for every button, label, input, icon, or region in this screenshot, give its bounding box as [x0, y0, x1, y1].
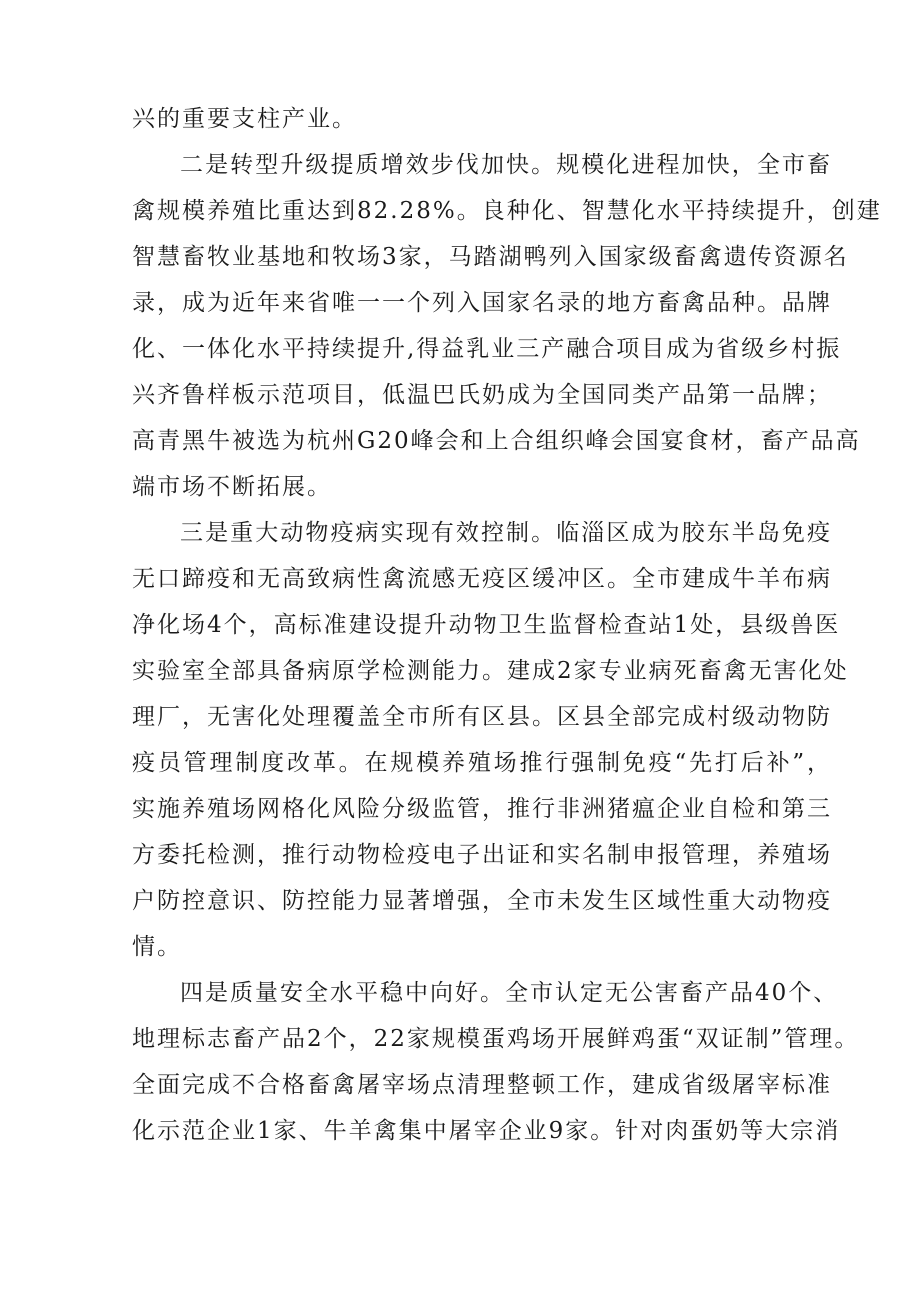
text-line: 二是转型升级提质增效步伐加快。规模化进程加快，全市畜 — [180, 152, 832, 178]
text-line: 情。 — [132, 934, 182, 960]
text-line: 户防控意识、防控能力显著增强，全市未发生区域性重大动物疫 — [132, 888, 832, 914]
text-line: 端市场不断拓展。 — [132, 474, 332, 500]
text-line: 兴的重要支柱产业。 — [132, 106, 357, 132]
paragraph-4 — [132, 970, 860, 1154]
text-line: 高青黑牛被选为杭州G20峰会和上合组织峰会国宴食材，畜产品高 — [132, 428, 861, 454]
text-line: 三是重大动物疫病实现有效控制。临淄区成为胶东半岛免疫 — [180, 520, 832, 546]
text-line: 方委托检测，推行动物检疫电子出证和实名制申报管理，养殖场 — [132, 842, 832, 868]
text-line: 化示范企业1家、牛羊禽集中屠宰企业9家。针对肉蛋奶等大宗消 — [132, 1118, 841, 1144]
paragraph-2 — [132, 142, 882, 510]
text-line: 智慧畜牧业基地和牧场3家，马踏湖鸭列入国家级畜禽遗传资源名 — [132, 244, 849, 270]
text-line: 实施养殖场网格化风险分级监管，推行非洲猪瘟企业自检和第三 — [132, 796, 832, 822]
text-line: 全面完成不合格畜禽屠宰场点清理整顿工作，建成省级屠宰标准 — [132, 1072, 832, 1098]
text-line: 无口蹄疫和无高致病性禽流感无疫区缓冲区。全市建成牛羊布病 — [132, 566, 832, 592]
document-page — [132, 96, 882, 1154]
text-line: 化、一体化水平持续提升,得益乳业三产融合项目成为省级乡村振 — [132, 336, 842, 362]
text-line: 录，成为近年来省唯一一个列入国家名录的地方畜禽品种。品牌 — [132, 290, 832, 316]
text-line: 疫员管理制度改革。在规模养殖场推行强制免疫“先打后补”， — [132, 750, 832, 776]
text-line: 净化场4个，高标准建设提升动物卫生监督检查站1处，县级兽医 — [132, 612, 841, 638]
paragraph-1 — [132, 96, 832, 142]
text-line: 地理标志畜产品2个，22家规模蛋鸡场开展鲜鸡蛋“双证制”管理。 — [132, 1026, 860, 1052]
paragraph-3 — [132, 510, 849, 970]
text-line: 四是质量安全水平稳中向好。全市认定无公害畜产品40个、 — [180, 980, 839, 1006]
text-line: 理厂，无害化处理覆盖全市所有区县。区县全部完成村级动物防 — [132, 704, 832, 730]
text-line: 禽规模养殖比重达到82.28%。良种化、智慧化水平持续提升，创建 — [132, 198, 882, 224]
text-line: 兴齐鲁样板示范项目，低温巴氏奶成为全国同类产品第一品牌； — [132, 382, 832, 408]
text-line: 实验室全部具备病原学检测能力。建成2家专业病死畜禽无害化处 — [132, 658, 849, 684]
